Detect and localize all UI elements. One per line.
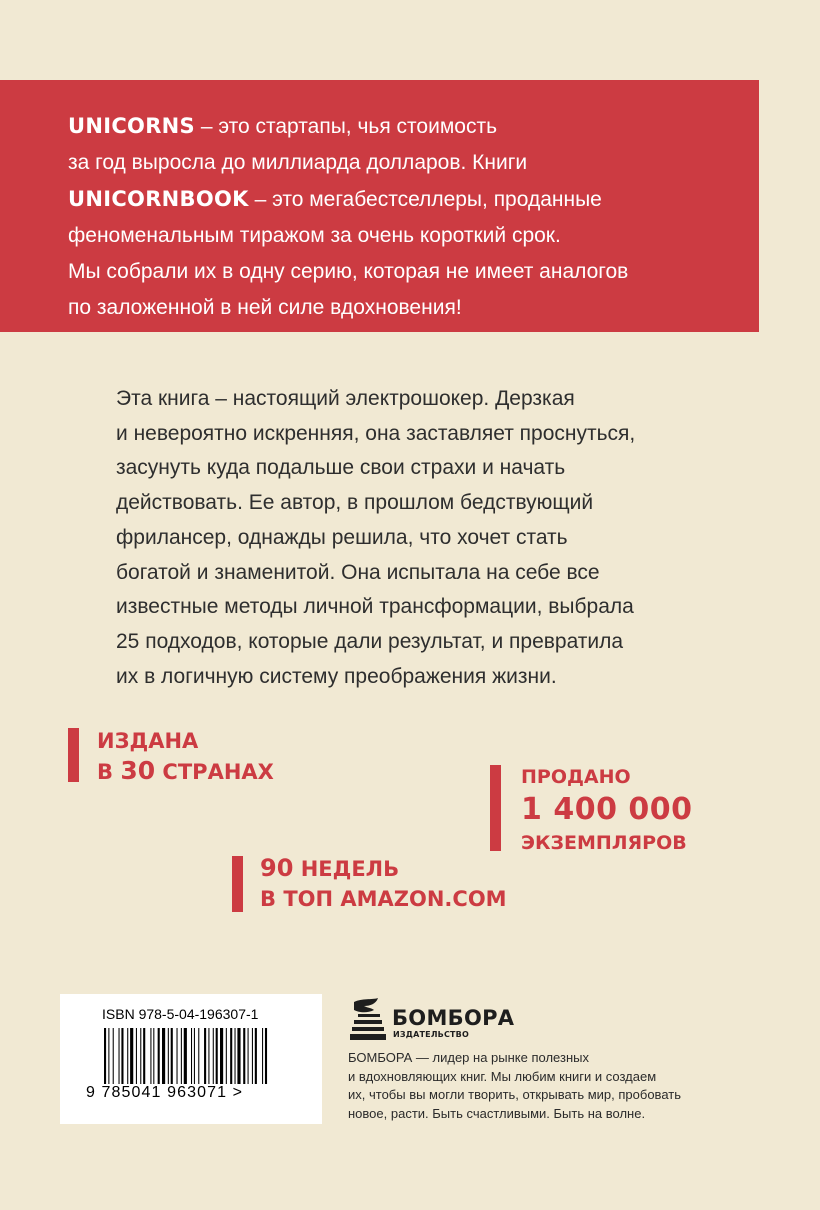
isbn-digits: 9 785041 963071 > <box>86 1084 244 1101</box>
series-intro-box <box>0 80 759 332</box>
stat-published-prefix: В <box>97 760 121 784</box>
stat-weeks-number: 90 <box>260 854 294 882</box>
stat-sold-number: 1 400 000 <box>521 792 693 827</box>
intro-line-6: по заложенной в ней силе вдохновения! <box>68 296 462 319</box>
stat-published-line2 <box>97 756 274 787</box>
description-line: и невероятно искренняя, она заставляет проснуться, <box>116 421 636 445</box>
description-line: Эта книга – настоящий электрошокер. Дерзкая <box>116 387 575 410</box>
stat-bestseller-weeks <box>232 856 507 914</box>
stat-published-suffix: СТРАНАХ <box>155 760 274 784</box>
stat-published-countries <box>68 728 274 787</box>
publisher-logo-name: БОМБОРА <box>392 1006 515 1030</box>
stat-accent-bar <box>490 765 501 851</box>
isbn-label: ISBN 978-5-04-196307-1 <box>102 1006 259 1022</box>
intro-line-3 <box>68 181 719 218</box>
stat-sold-line3: ЭКЗЕМПЛЯРОВ <box>521 832 687 854</box>
brand-unicorns: UNICORNS <box>68 114 195 138</box>
stat-published-number: 30 <box>120 756 156 785</box>
intro-line-5: Мы собрали их в одну серию, которая не имеет аналогов <box>68 260 629 283</box>
stat-accent-bar <box>232 856 243 912</box>
publisher-about-line: и вдохновляющих книг. Мы любим книги и создаем <box>348 1068 657 1084</box>
intro-line-4: феноменальным тиражом за очень короткий срок. <box>68 224 561 247</box>
publisher-about <box>348 1049 728 1123</box>
stat-sold-line1: ПРОДАНО <box>521 766 631 788</box>
description-line: богатой и знаменитой. Она испытала на себе все <box>116 560 600 584</box>
description-line: фрилансер, однажды решила, что хочет стать <box>116 525 568 549</box>
intro-line-3-text: – это мегабестселлеры, проданные <box>248 188 602 211</box>
stat-copies-sold <box>490 765 693 858</box>
stat-weeks-line1 <box>260 853 507 884</box>
description-line: известные методы личной трансформации, выбрала <box>116 595 634 619</box>
brand-unicornbook: UNICORNBOOK <box>68 187 249 211</box>
publisher-about-line: новое, расти. Быть счастливыми. Быть на волне. <box>348 1105 646 1121</box>
description-line: их в логичную систему преображения жизни. <box>116 664 557 688</box>
intro-line-1-text: – это стартапы, чья стоимость <box>194 115 498 138</box>
description-line: действовать. Ее автор, в прошлом бедствующий <box>116 491 594 515</box>
stat-accent-bar <box>68 728 79 782</box>
isbn-barcode <box>60 994 322 1124</box>
stat-weeks-line2: В ТОП AMAZON.COM <box>260 887 507 911</box>
barcode-bars <box>104 1028 304 1084</box>
bombora-logo-icon <box>348 996 388 1044</box>
book-description <box>116 382 736 694</box>
stat-published-line1: ИЗДАНА <box>97 729 199 753</box>
publisher-logo-subtitle: ИЗДАТЕЛЬСТВО <box>393 1030 469 1039</box>
intro-line-1 <box>68 108 719 145</box>
description-line: 25 подходов, которые дали результат, и превратила <box>116 629 624 653</box>
description-line: засунуть куда подальше свои страхи и начать <box>116 456 566 480</box>
publisher-about-line: их, чтобы вы могли творить, открывать мир, пробовать <box>348 1087 681 1102</box>
publisher-about-line: БОМБОРА — лидер на рынке полезных <box>348 1050 589 1065</box>
stat-weeks-label: НЕДЕЛЬ <box>293 857 400 881</box>
intro-line-2: за год выросла до миллиарда долларов. Книги <box>68 151 528 174</box>
